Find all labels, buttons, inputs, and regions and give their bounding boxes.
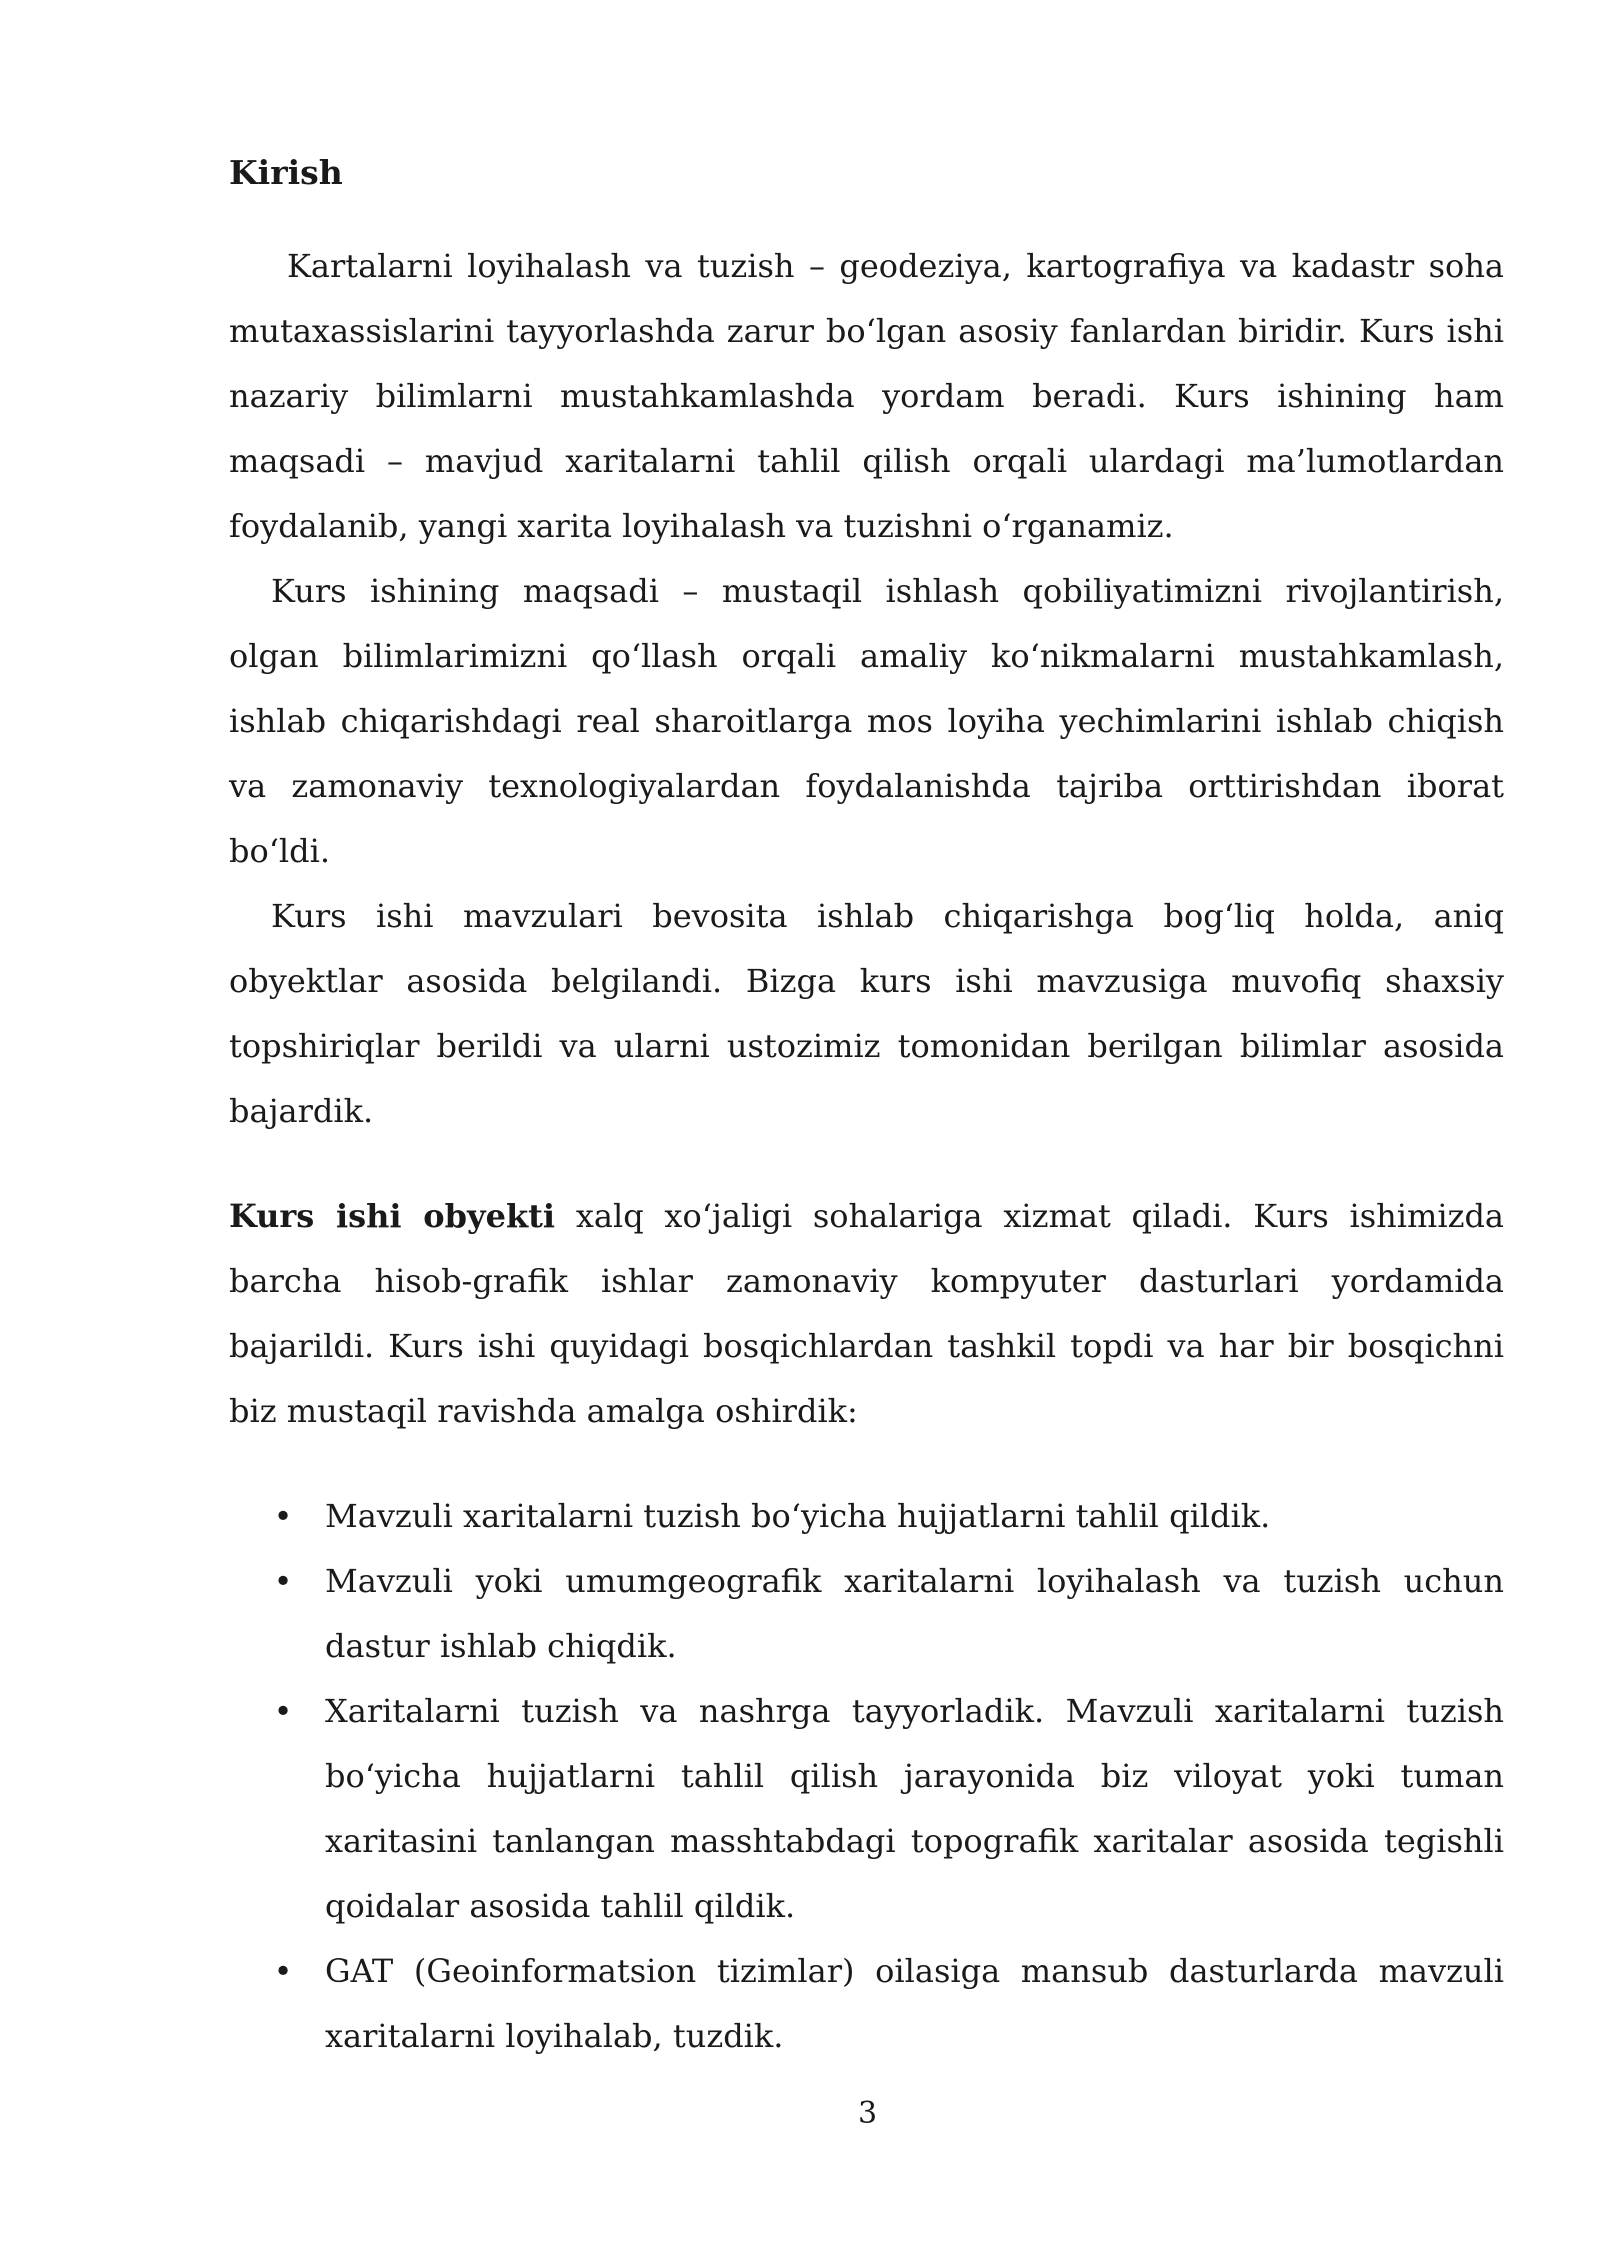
- intro-paragraph-3: Kurs ishi mavzulari bevosita ishlab chiqarishga bog‘liq holda, aniq obyektlar asosida belgilandi. Bizga kurs ishi mavzusiga muvofiq shaxsiy topshiriqlar berildi va ularni ustozimiz tomonidan berilgan bilimlar asosida bajardik.: [229, 897, 1504, 1130]
- list-item-text: GAT (Geoinformatsion tizimlar) oilasiga mansub dasturlarda mavzuli xaritalarni loyihalab, tuzdik.: [325, 1952, 1504, 2055]
- page-number: 3: [857, 2096, 878, 2131]
- intro-paragraph-2: Kurs ishining maqsadi – mustaqil ishlash qobiliyatimizni rivojlantirish, olgan bilimlarimizni qo‘llash orqali amaliy ko‘nikmalarni mustahkamlash, ishlab chiqarishdagi real sharoitlarga mos loyiha yechimlarini ishlab chiqish va zamonaviy texnologiyalardan foydalanishda tajriba orttirishdan iborat bo‘ldi.: [229, 572, 1504, 870]
- bullet-icon: •: [273, 1562, 293, 1600]
- bullet-icon: •: [273, 1497, 293, 1535]
- page-content: [229, 148, 1504, 2069]
- object-paragraph-text: xalq xo‘jaligi sohalariga xizmat qiladi. Kurs ishimizda barcha hisob-grafik ishlar zamonaviy kompyuter dasturlari yordamida bajarildi. Kurs ishi quyidagi bosqichlardan tashkil topdi va har bir bosqichni biz mustaqil ravishda amalga oshirdik:: [229, 1197, 1505, 1430]
- list-item: [229, 1939, 1504, 2069]
- list-item-text: Mavzuli xaritalarni tuzish bo‘yicha hujjatlarni tahlil qildik.: [325, 1497, 1271, 1535]
- object-paragraph-bold-lead: Kurs ishi obyekti: [229, 1197, 556, 1235]
- section-heading: Kirish: [229, 153, 343, 192]
- list-item: [229, 1679, 1504, 1939]
- bullet-icon: •: [273, 1952, 293, 1990]
- intro-paragraph-1: Kartalarni loyihalash va tuzish – geodeziya, kartografiya va kadastr soha mutaxassislarini tayyorlashda zarur bo‘lgan asosiy fanlardan biridir. Kurs ishi nazariy bilimlarni mustahkamlashda yordam beradi. Kurs ishining ham maqsadi – mavjud xaritalarni tahlil qilish orqali ulardagi ma’lumotlardan foydalanib, yangi xarita loyihalash va tuzishni o‘rganamiz.: [229, 247, 1504, 545]
- list-item-text: Mavzuli yoki umumgeografik xaritalarni loyihalash va tuzish uchun dastur ishlab chiqdik.: [325, 1562, 1504, 1665]
- stages-list: [229, 1484, 1504, 2069]
- list-item: [229, 1484, 1504, 1549]
- list-item-text: Xaritalarni tuzish va nashrga tayyorladik. Mavzuli xaritalarni tuzish bo‘yicha hujjatlarni tahlil qilish jarayonida biz viloyat yoki tuman xaritasini tanlangan masshtabdagi topografik xaritalar asosida tegishli qoidalar asosida tahlil qildik.: [325, 1692, 1504, 1925]
- object-paragraph: [229, 1184, 1504, 1444]
- list-item: [229, 1549, 1504, 1679]
- bullet-icon: •: [273, 1692, 293, 1730]
